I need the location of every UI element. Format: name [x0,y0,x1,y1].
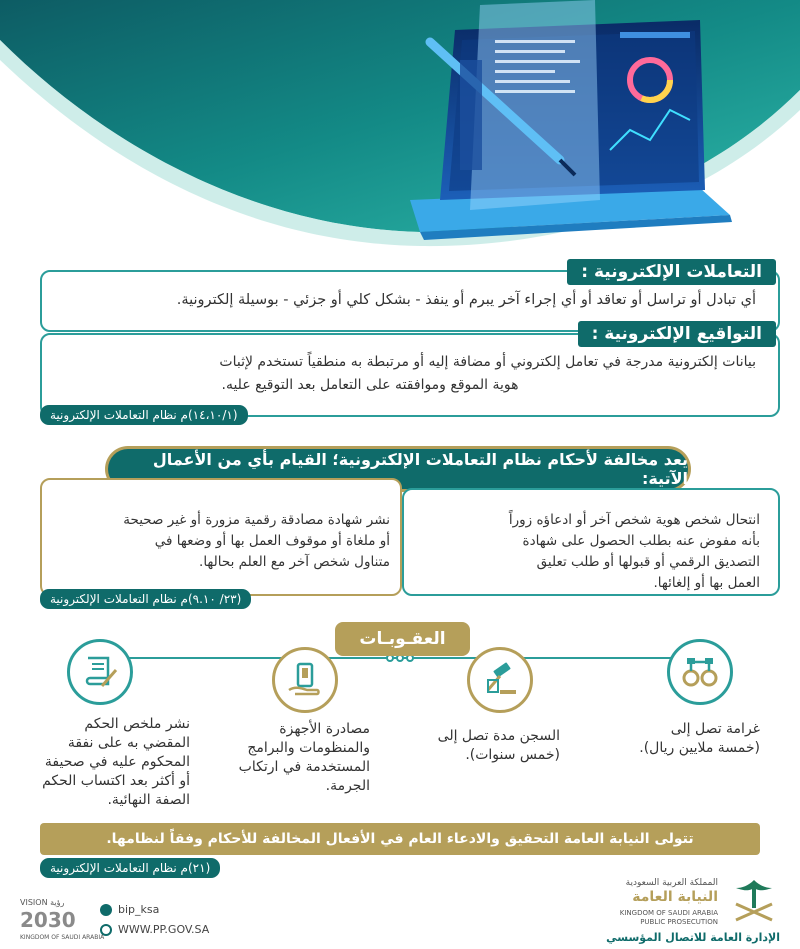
twitter-icon [100,904,112,916]
department: الإدارة العامة للاتصال المؤسسي [606,931,780,944]
penalties-title: العقـوبـات [335,622,470,656]
closing-statement: تتولى النيابة العامة التحقيق والادعاء العام في الأفعال المخالفة للأحكام وفقاً لنظامها. [40,823,760,855]
violations-source-tag: (٢٣/ ٩.١٠)م نظام التعاملات الإلكترونية [40,589,251,609]
penalty-fine-circle [667,639,733,705]
penalty-confiscation-line1: مصادرة الأجهزة [279,721,370,737]
org-small-ar: المملكة العربية السعودية [625,878,718,888]
penalty-prison-circle [467,647,533,713]
signature-title: التواقيع الإلكترونية : [578,321,776,347]
penalty-confiscation-circle [272,647,338,713]
definitions-source-tag: (١٤،١٠/١)م نظام التعاملات الإلكترونية [40,405,248,425]
penalty-confiscation-line2: والمنظومات والبرامج [247,740,370,756]
footer [0,872,800,949]
violation-right-line4: العمل بها أو إلغائها. [653,575,760,591]
penalty-prison-line1: السجن مدة تصل إلى [437,728,560,744]
closing-source-tag: (٢١)م نظام التعاملات الإلكترونية [40,858,220,878]
hero-illustration [0,0,800,255]
website-link[interactable] [100,923,209,936]
penalty-publication-circle [67,639,133,705]
violation-right-line3: التصديق الرقمي أو قبولها أو طلب تعليق [536,554,760,570]
violation-left-line1: نشر شهادة مصادقة رقمية مزورة أو غير صحيحة [123,512,390,528]
penalty-prison-line2: (خمس سنوات). [465,747,560,763]
violation-left-line3: متناول شخص آخر مع العلم بحالها. [199,554,390,570]
vision-bottom: KINGDOM OF SAUDI ARABIA [20,934,105,941]
twitter-link[interactable] [100,903,159,916]
signature-body-line1: بيانات إلكترونية مدرجة في تعامل إلكتروني أو مضافة إليه أو مرتبطة به منطقياً تستخدم لإثبات [219,354,756,370]
penalty-fine-line2: (خمسة ملايين ريال). [639,740,760,756]
penalty-fine-line1: غرامة تصل إلى [670,721,760,737]
penalty-confiscation-line3: المستخدمة في ارتكاب [238,759,370,775]
vision-year: 2030 [20,908,76,932]
phone-hand-icon [285,660,325,700]
violation-left-line2: أو ملغاة أو موقوف العمل بها أو وضعها في [154,533,390,549]
transactions-title: التعاملات الإلكترونية : [567,259,776,285]
penalty-publication-line4: أو أكثر بعد اكتساب الحكم [42,773,190,789]
scroll-pen-icon [80,652,120,692]
palm-swords-logo-icon [728,876,780,928]
violation-right-line2: بأنه مفوض عنه بطلب الحصول على شهادة [522,533,760,549]
violations-banner: يعد مخالفة لأحكام نظام التعاملات الإلكترونية؛ القيام بأي من الأعمال الآتية: [108,449,688,489]
signature-body-line2: هوية الموقع وموافقته على التعامل بعد التوقيع عليه. [221,377,519,393]
org-name-ar: النيابة العامة [632,889,718,905]
penalty-confiscation-line4: الجرمة. [325,778,370,794]
website-url: WWW.PP.GOV.SA [118,923,210,936]
penalty-publication-line5: الصفة النهائية. [107,792,190,808]
handcuffs-icon [680,652,720,692]
penalty-publication-line1: نشر ملخص الحكم [84,716,190,732]
penalty-publication-line3: المحكوم عليه في صحيفة [44,754,190,770]
penalty-publication-line2: المقضي به على نفقة [67,735,190,751]
twitter-handle: bip_ksa [118,903,160,916]
transactions-body: أي تبادل أو تراسل أو تعاقد أو أي إجراء آخر يبرم أو ينفذ - بشكل كلي أو جزئي - بوسيلة إلكترونية. [176,292,756,308]
vision-top: VISION رؤية [20,898,65,907]
org-name-en1: KINGDOM OF SAUDI ARABIA [619,909,718,917]
gavel-icon [480,660,520,700]
violation-right-line1: انتحال شخص هوية شخص آخر أو ادعاؤه زوراً [508,512,760,528]
org-name-en2: PUBLIC PROSECUTION [640,918,718,926]
